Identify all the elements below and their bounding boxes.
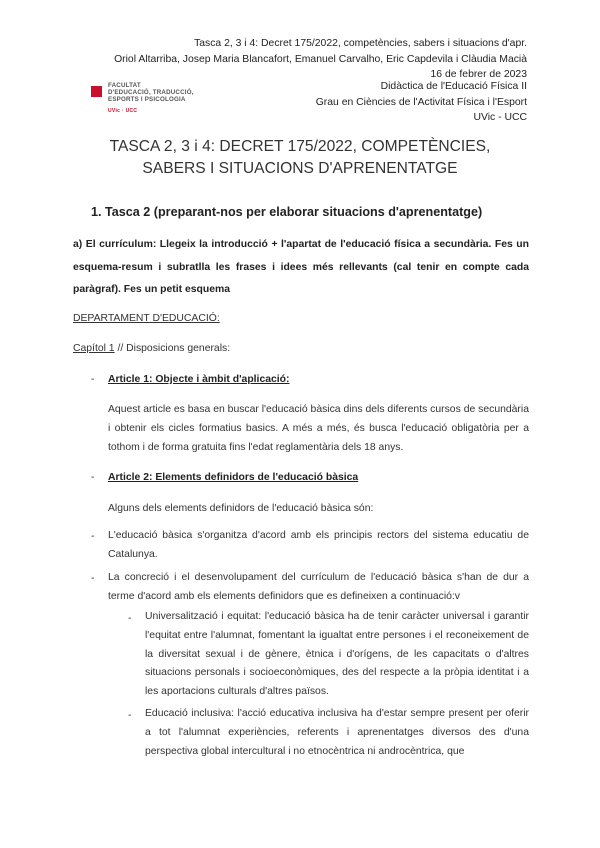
bullet-dash: - [91, 472, 95, 483]
header-institution [316, 79, 527, 126]
header-course: Didàctica de l'Educació Física II [380, 81, 527, 92]
logo-subtext: UVic · UCC [108, 108, 138, 114]
chapter-heading: Capítol 1 // Disposicions generals: [73, 343, 231, 354]
list-item: L'educació bàsica s'organitza d'acord amb els principis rectors del sistema educatiu de Catalunya. [108, 530, 529, 560]
article2-title: Article 2: Elements definidors de l'educació bàsica [108, 472, 359, 483]
instruction-paragraph: a) El currículum: Llegeix la introducció + l'apartat de l'educació física a secundària. Fes un esquema-resum i subratlla les frases i idees més rellevants (cal tenir en compte cada paràgraf). Fes un petit esquema [73, 239, 529, 295]
article1-text: Aquest article es basa en buscar l'educació bàsica dins dels diferents cursos de secundària i obtenir els cicles formatius basics. A més a més, és busca l'educació obligatòria per a tothom i de forma gratuita fins l'edat reglamentària dels 18 anys. [108, 404, 529, 453]
bullet-dash: - [91, 531, 95, 542]
header-block [114, 36, 527, 83]
bullet-dash: - [91, 374, 95, 385]
header-degree: Grau en Ciències de l'Activitat Física i l'Esport [315, 96, 527, 108]
logo-text: FACULTAT D'EDUCACIÓ, TRADUCCIÓ, ESPORTS I PSICOLOGIA [108, 82, 194, 104]
header-university: UVic - UCC [473, 112, 527, 124]
document-title: TASCA 2, 3 i 4: DECRET 175/2022, COMPETÈNCIES, SABERS I SITUACIONS D'APRENENTATGE [109, 138, 491, 177]
sub-list-item: Universalització i equitat: l'educació bàsica ha de tenir caràcter universal i garantir l'equitat entre l'alumnat, fomentant la igualtat entre persones i el reconeixement de la diversitat sexual i de gènere, ètnica i d'orígens, de les capacitats o d'altres situacions personals i socioeconòmiques, des del respecte a la pròpia identitat i a les aportacions culturals d'altres països. [145, 611, 529, 698]
list-item: La concreció i el desenvolupament del currículum de l'educació bàsica s'han de dur a terme d'acord amb els elements definidors que es defineixen a continuació:v [108, 572, 529, 602]
bullet-dash: - [128, 613, 132, 624]
header-title-line: Tasca 2, 3 i 4: Decret 175/2022, competències, sabers i situacions d'apr. [194, 38, 527, 49]
bullet-dash: - [128, 710, 132, 721]
bullet-dash: - [91, 573, 95, 584]
logo-mark-icon [91, 86, 102, 97]
department-heading: DEPARTAMENT D'EDUCACIÓ: [73, 313, 220, 324]
sub-list-item: Educació inclusiva: l'acció educativa inclusiva ha d'estar sempre present per oferir a tot l'alumnat experiències, referents i aprenentatges diversos des d'una perspectiva global intercultural i no etnocèntrica ni androcèntrica, que [145, 708, 529, 757]
article2-intro: Alguns dels elements definidors de l'educació bàsica són: [108, 503, 374, 514]
section-heading: 1. Tasca 2 (preparant-nos per elaborar situacions d'aprenentatge) [91, 205, 483, 219]
header-authors: Oriol Altarriba, Josep Maria Blancafort, Emanuel Carvalho, Eric Capdevila i Clàudia Macià [114, 53, 527, 65]
article1-title: Article 1: Objecte i àmbit d'aplicació: [108, 374, 290, 385]
faculty-logo [91, 84, 211, 120]
header-date: 16 de febrer de 2023 [430, 69, 527, 81]
